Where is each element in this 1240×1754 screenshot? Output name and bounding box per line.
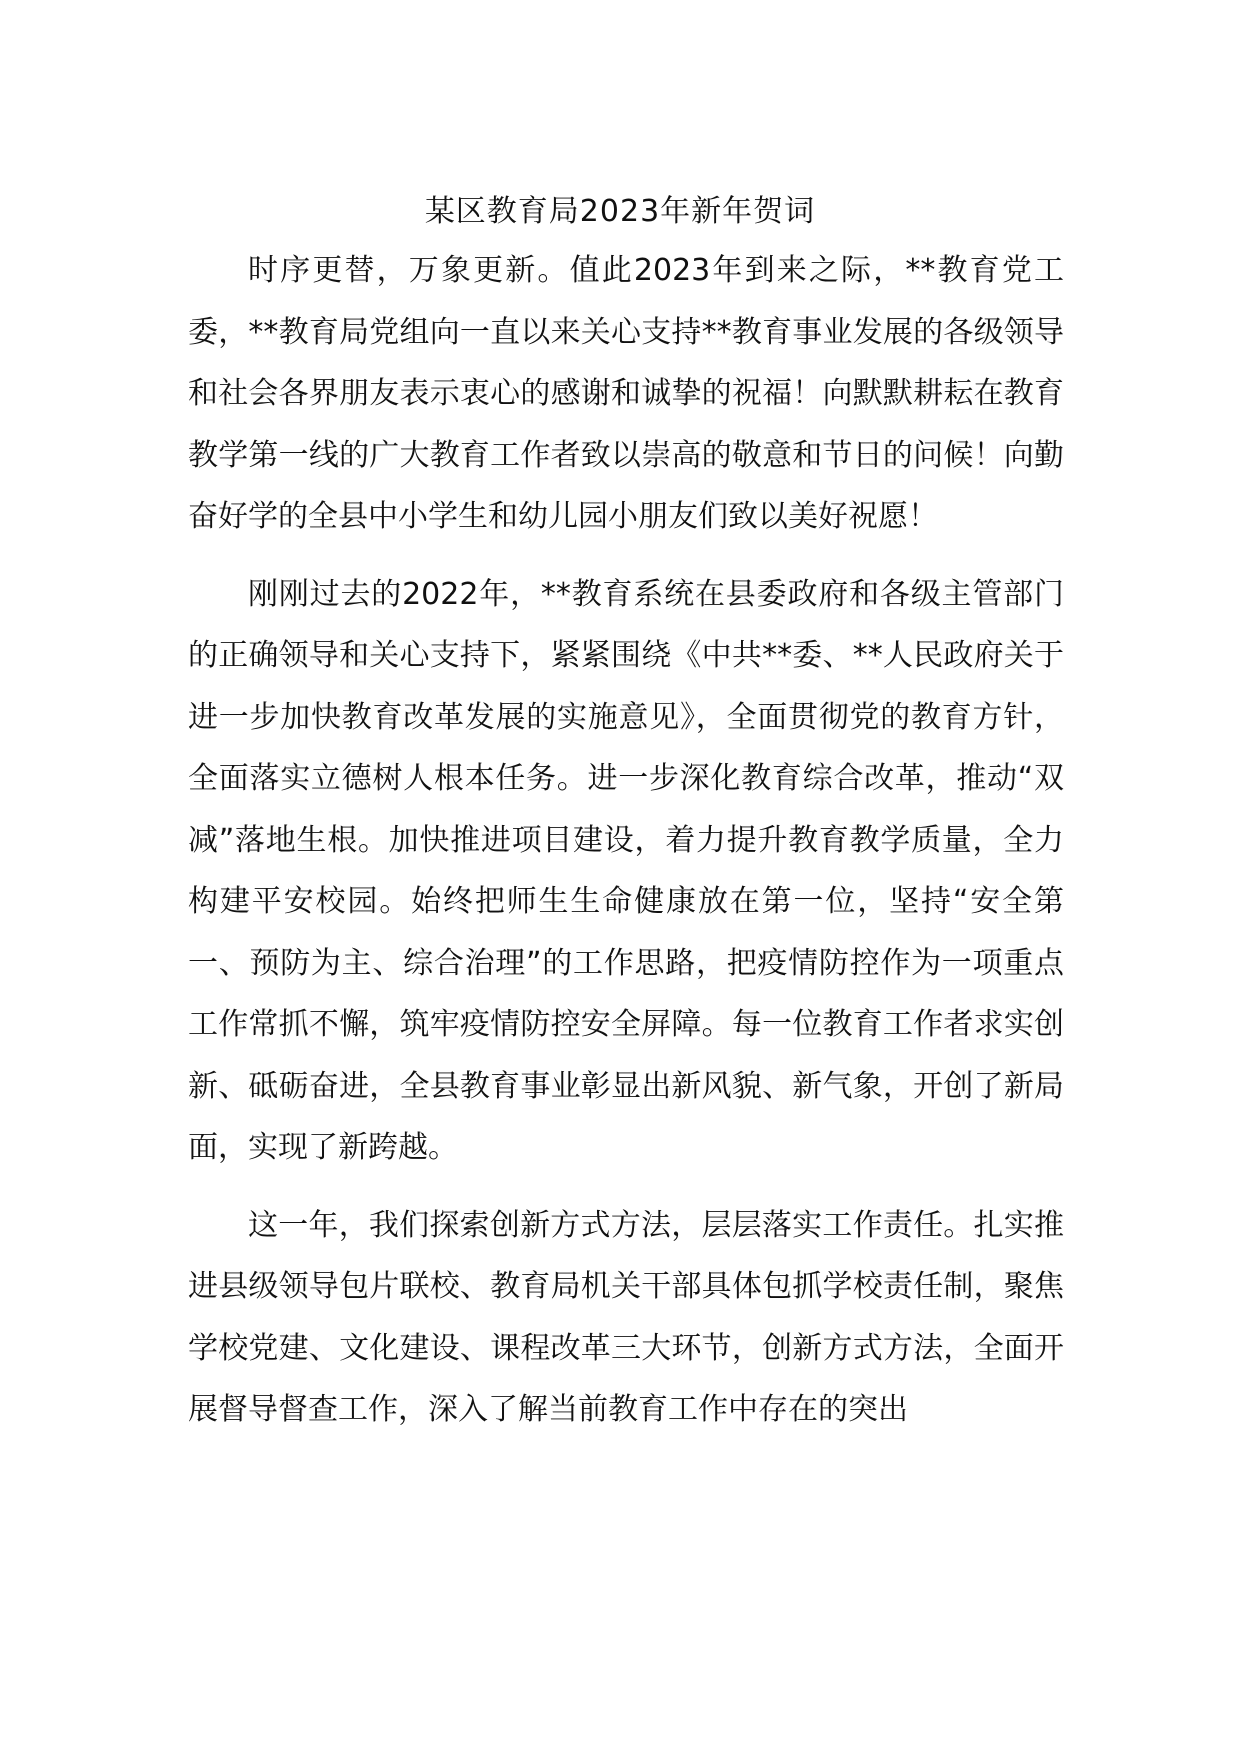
paragraph-2: 刚刚过去的2022年，**教育系统在县委政府和各级主管部门的正确领导和关心支持下，紧紧围绕《中共**委、**人民政府关于进一步加快教育改革发展的实施意见》，全面贯彻党的教育方针，全面落实立德树人根本任务。进一步深化教育综合改革，推动“双减”落地生根。加快推进项目建设，着力提升教育教学质量，全力构建平安校园。始终把师生生命健康放在第一位，坚持“安全第一、预防为主、综合治理”的工作思路，把疫情防控作为一项重点工作常抓不懈，筑牢疫情防控安全屏障。每一位教育工作者求实创新、砥砺奋进，全县教育事业彰显出新风貌、新气象，开创了新局面，实现了新跨越。 [188, 576, 1064, 1165]
paragraph-1: 时序更替，万象更新。值此2023年到来之际，**教育党工委，**教育局党组向一直以来关心支持**教育事业发展的各级领导和社会各界朋友表示衷心的感谢和诚挚的祝福！向默默耕耘在教育教学第一线的广大教育工作者致以崇高的敬意和节日的问候！向勤奋好学的全县中小学生和幼儿园小朋友们致以美好祝愿！ [188, 253, 1064, 534]
document-body [188, 240, 1064, 1457]
paragraph-3: 这一年，我们探索创新方式方法，层层落实工作责任。扎实推进县级领导包片联校、教育局机关干部具体包抓学校责任制，聚焦学校党建、文化建设、课程改革三大环节，创新方式方法，全面开展督导督查工作，深入了解当前教育工作中存在的突出 [188, 1207, 1064, 1427]
document-title: 某区教育局2023年新年贺词 [424, 194, 816, 229]
